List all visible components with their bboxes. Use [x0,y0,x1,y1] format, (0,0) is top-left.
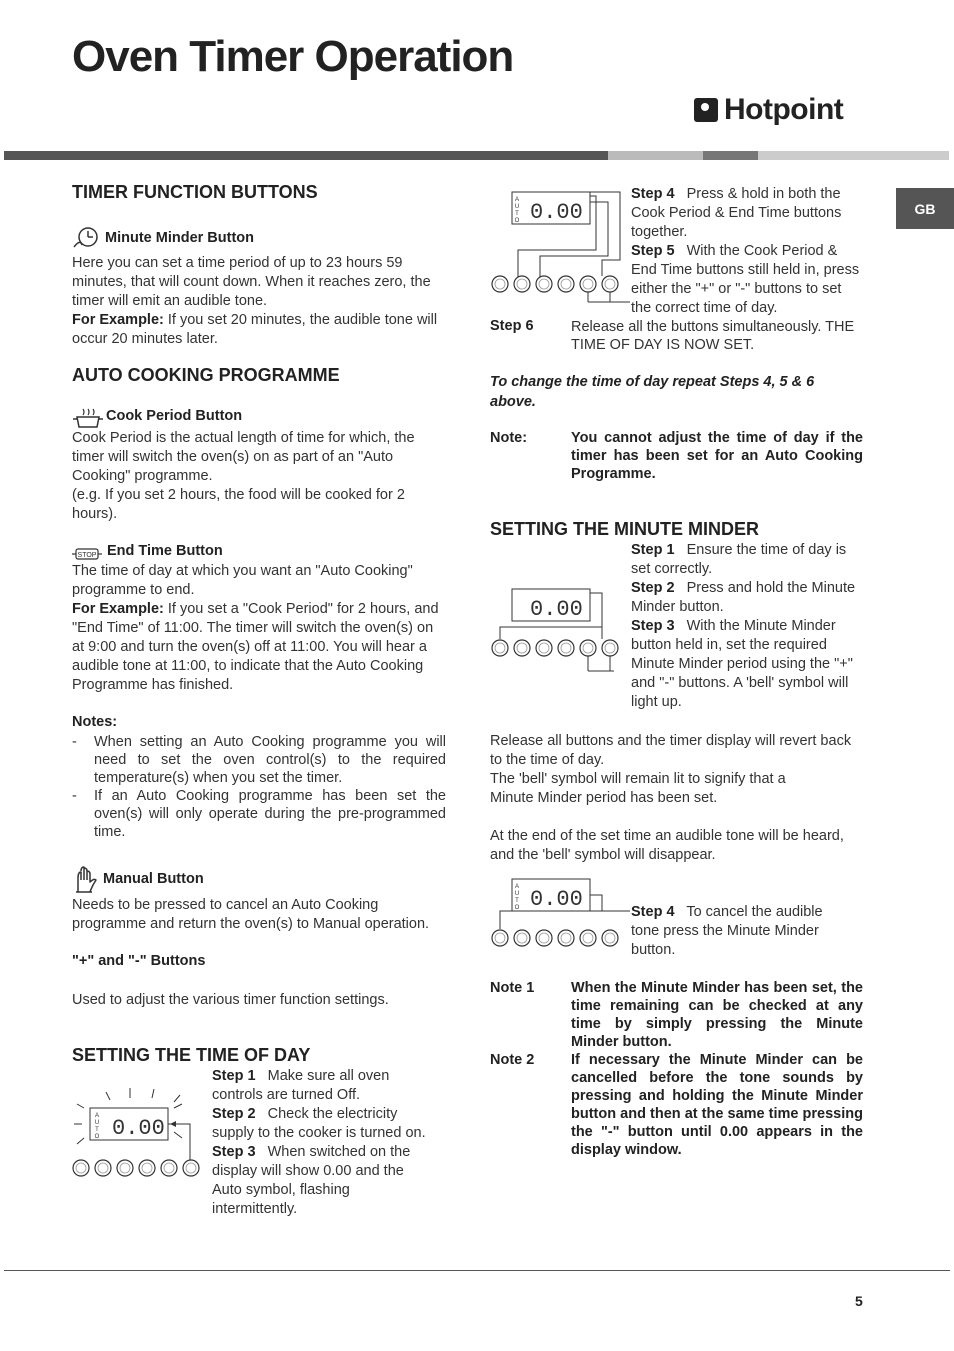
note-2-text: If necessary the Minute Minder can be cancelled before the tone sounds by pressing and holding the Minute Minder button and then at the same time pressing the "-" button until 0.00 appears in the display window. [571,1052,863,1158]
auto-cooking-heading: AUTO COOKING PROGRAMME [72,365,340,385]
language-tab: GB [896,188,954,229]
minute-minder-steps [631,541,863,712]
plus-minus-label: "+" and "-" Buttons [72,953,206,969]
minute-example-text: If you set 20 minutes, the audible tone will occur 20 minutes later. [72,312,438,347]
auto-letter: A [514,197,520,203]
list-item: Step 1 Ensure the time of day is set correctly. [631,542,847,577]
page-number: 5 [855,1293,863,1309]
timer-display-set-time-diagram [490,190,630,305]
end-time-stop-icon [72,547,104,561]
end-example-text: If you set a "Cook Period" for 2 hours, and "End Time" of 11:00. The timer will switch the oven(s) on at 9:00 and turn the oven(s) off at 11:00. You will hear a audible tone at 11:00, to indicate that the Auto Cooking Programme has finished. [72,601,439,693]
minute-minder-text: Here you can set a time period of up to 23 hours 59 minutes, that will count down. When it reaches zero, the timer will emit an audible tone. [72,255,431,309]
cancel-step [631,903,853,960]
minute-example-label: For Example: [72,312,164,328]
cook-period-text: Cook Period is the actual length of time for which, the timer will switch the oven(s) on as part of an "Auto Cooking" programme. [72,430,415,484]
minute-minder-icon [72,225,100,251]
auto-letter: T [515,211,519,217]
list-item: Step 3 With the Minute Minder button held in, set the required Minute Minder period using the "+" and "-" buttons. A 'bell' symbol will light up. [631,618,853,710]
cook-period-icon [72,407,104,429]
manual-text: Needs to be pressed to cancel an Auto Cooking programme and return the oven(s) to Manual operation. [72,897,430,932]
cook-period-label: Cook Period Button [106,408,243,424]
end-time-example [72,600,444,695]
brand-name: Hotpoint [724,93,844,126]
list-item: Step 4 To cancel the audible tone press the Minute Minder button. [631,904,823,958]
timer-display-minute-minder-diagram [490,587,630,677]
end-time-text: The time of day at which you want an "Auto Cooking" programme to end. [72,563,413,598]
list-item: Step 4 Press & hold in both the Cook Period & End Time buttons together. [631,186,842,240]
end-example-label: For Example: [72,601,164,617]
bell-text: The 'bell' symbol will remain lit to signify that a Minute Minder period has been set. [490,771,786,806]
auto-letter: O [514,905,520,911]
header-bar-dark [4,151,608,160]
timer-display-cancel-diagram [490,877,630,952]
note-1-text: When the Minute Minder has been set, the time remaining can be checked at any time by simply pressing the Minute Minder button. [571,980,863,1050]
page-title: Oven Timer Operation [72,32,514,81]
auto-letter: U [514,891,520,897]
notes-label: Notes: [72,714,118,730]
minute-minder-label: Minute Minder Button [105,230,255,246]
auto-letter: U [514,204,520,210]
timer-functions-heading: TIMER FUNCTION BUTTONS [72,182,318,202]
auto-letter: A [94,1113,100,1119]
header-bar-mid [703,151,758,160]
list-item: - If an Auto Cooking programme has been set the oven(s) will only operate during the pre-programmed time. [72,787,446,841]
brand-logo [694,93,843,127]
display-readout: 0.00 [530,597,583,622]
end-time-label: End Time Button [107,543,223,559]
auto-letter: A [514,884,520,890]
auto-letter: O [94,1134,100,1140]
manual-hand-icon [72,866,100,894]
notes-list [72,733,446,841]
plus-minus-text: Used to adjust the various timer function settings. [72,992,389,1008]
display-readout: 0.00 [530,887,583,912]
note-2-label: Note 2 [490,1052,535,1068]
list-item: Step 3 When switched on the display will show 0.00 and the Auto symbol, flashing intermittently. [212,1144,411,1217]
auto-letter: T [515,898,519,904]
auto-letter: O [514,218,520,224]
footer-divider [4,1270,950,1271]
note-label: Note: [490,430,528,446]
list-item: Step 2 Press and hold the Minute Minder button. [631,580,856,615]
steps-4-5 [631,185,863,318]
header-bar-light-2 [758,151,949,160]
step-6-label: Step 6 [490,318,534,334]
auto-letter: T [95,1127,99,1133]
time-of-day-heading: SETTING THE TIME OF DAY [72,1045,311,1065]
change-time-note: To change the time of day repeat Steps 4, 5 & 6 above. [490,374,815,410]
list-item: Step 1 Make sure all oven controls are turned Off. [212,1068,390,1103]
step-6-text: Release all the buttons simultaneously. THE TIME OF DAY IS NOW SET. [571,319,855,353]
timer-display-flashing-diagram [70,1092,210,1182]
svg-text:STOP: STOP [77,552,97,559]
note-text: You cannot adjust the time of day if the timer has been set for an Auto Cooking Programme. [571,430,863,482]
display-readout: 0.00 [112,1116,165,1141]
manual-label: Manual Button [103,871,204,887]
header-bar-light [608,151,703,160]
list-item: Step 5 With the Cook Period & End Time buttons still held in, press either the "+" or "-" buttons to set the correct time of day. [631,243,860,316]
minute-minder-heading: SETTING THE MINUTE MINDER [490,519,759,539]
auto-letter: U [94,1120,100,1126]
list-item: - When setting an Auto Cooking programme you will need to set the oven control(s) to the required temperature(s) when you set the timer. [72,733,446,787]
time-of-day-steps [212,1067,434,1219]
minute-example [72,311,444,349]
note-1-label: Note 1 [490,980,535,996]
list-item: Step 2 Check the electricity supply to the cooker is turned on. [212,1106,426,1141]
brand-mark-icon [694,98,718,122]
release-text: Release all buttons and the timer display will revert back to the time of day. [490,733,852,768]
display-readout: 0.00 [530,200,583,225]
cook-period-example: (e.g. If you set 2 hours, the food will be cooked for 2 hours). [72,487,405,522]
end-tone-text: At the end of the set time an audible tone will be heard, and the 'bell' symbol will disappear. [490,828,844,863]
